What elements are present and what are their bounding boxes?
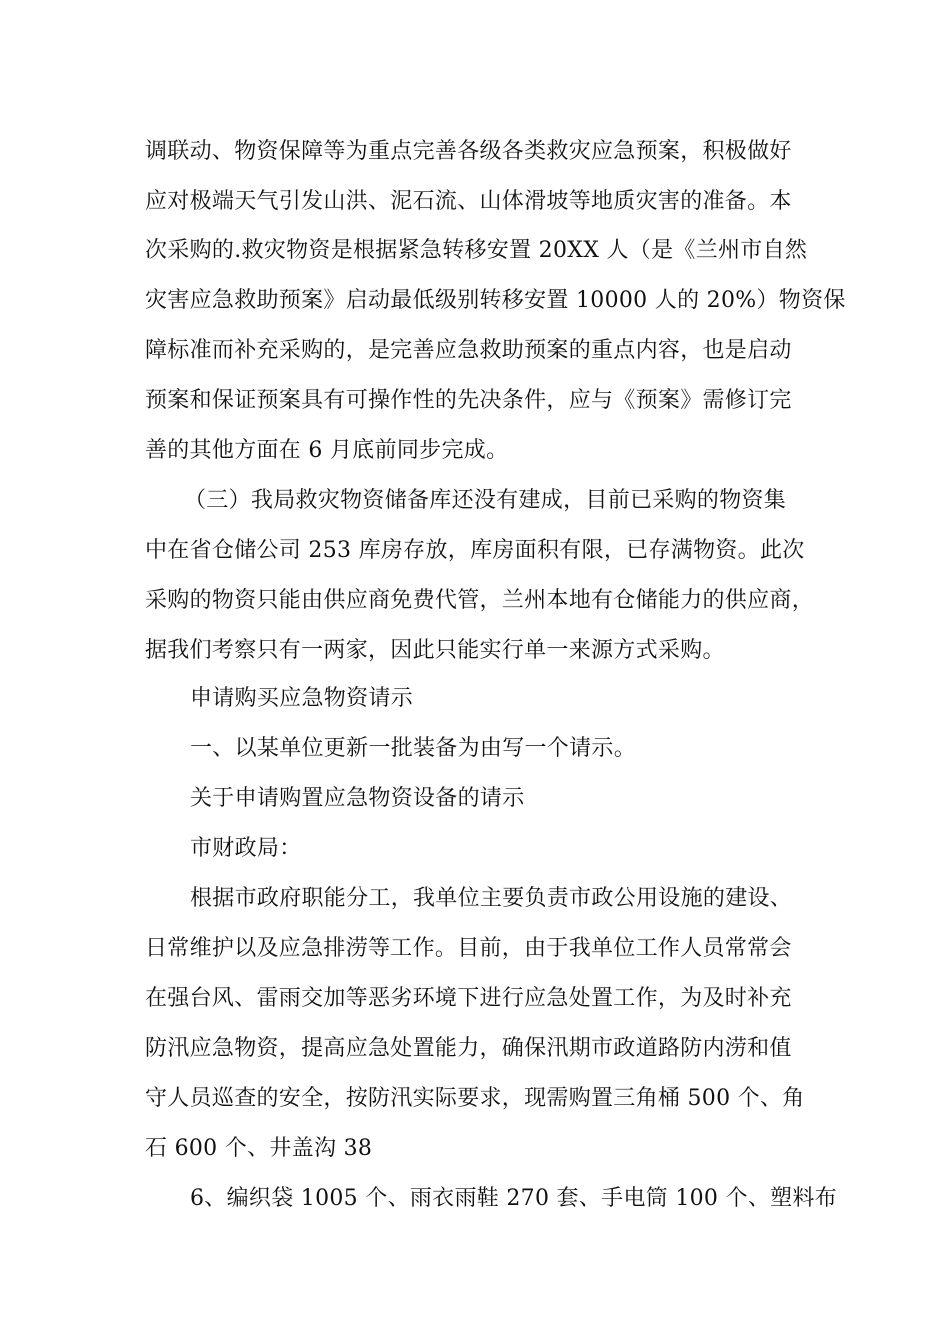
text-line: 6、编织袋 1005 个、雨衣雨鞋 270 套、手电筒 100 个、塑料布 <box>190 1186 838 1211</box>
text-line: 中在省仓储公司 253 库房存放，库房面积有限，已存满物资。此次 <box>145 538 805 563</box>
document-title: 关于申请购置应急物资设备的请示 <box>190 786 525 811</box>
text-line: 采购的物资只能由供应商免费代管，兰州本地有仓储能力的供应商， <box>145 588 815 613</box>
text-line: 一、以某单位更新一批装备为由写一个请示。 <box>190 736 637 761</box>
addressee: 市财政局： <box>190 836 302 861</box>
text-line: 据我们考察只有一两家，因此只能实行单一来源方式采购。 <box>145 638 725 663</box>
text-line: 预案和保证预案具有可操作性的先决条件，应与《预案》需修订完 <box>145 388 792 413</box>
text-line: 根据市政府职能分工，我单位主要负责市政公用设施的建设、 <box>190 886 793 911</box>
text-line: 守人员巡查的安全，按防汛实际要求，现需购置三角桶 500 个、角 <box>145 1086 805 1111</box>
text-line: 在强台风、雷雨交加等恶劣环境下进行应急处置工作，为及时补充 <box>145 986 792 1011</box>
text-line: 障标准而补充采购的，是完善应急救助预案的重点内容，也是启动 <box>145 338 792 363</box>
text-line: 善的其他方面在 6 月底前同步完成。 <box>145 438 509 463</box>
text-line: 次采购的.救灾物资是根据紧急转移安置 20XX 人（是《兰州市自然 <box>145 238 808 263</box>
text-line: 应对极端天气引发山洪、泥石流、山体滑坡等地质灾害的准备。本 <box>145 189 792 214</box>
text-line: 灾害应急救助预案》启动最低级别转移安置 10000 人的 20%）物资保 <box>145 288 846 313</box>
text-line: 石 600 个、井盖沟 38 <box>145 1136 373 1161</box>
text-line: （三）我局救灾物资储备库还没有建成，目前已采购的物资集 <box>184 488 787 513</box>
text-line: 调联动、物资保障等为重点完善各级各类救灾应急预案，积极做好 <box>145 139 792 164</box>
text-line: 日常维护以及应急排涝等工作。目前，由于我单位工作人员常常会 <box>145 936 792 961</box>
section-heading: 申请购买应急物资请示 <box>190 686 414 711</box>
text-line: 防汛应急物资，提高应急处置能力，确保汛期市政道路防内涝和值 <box>145 1036 792 1061</box>
